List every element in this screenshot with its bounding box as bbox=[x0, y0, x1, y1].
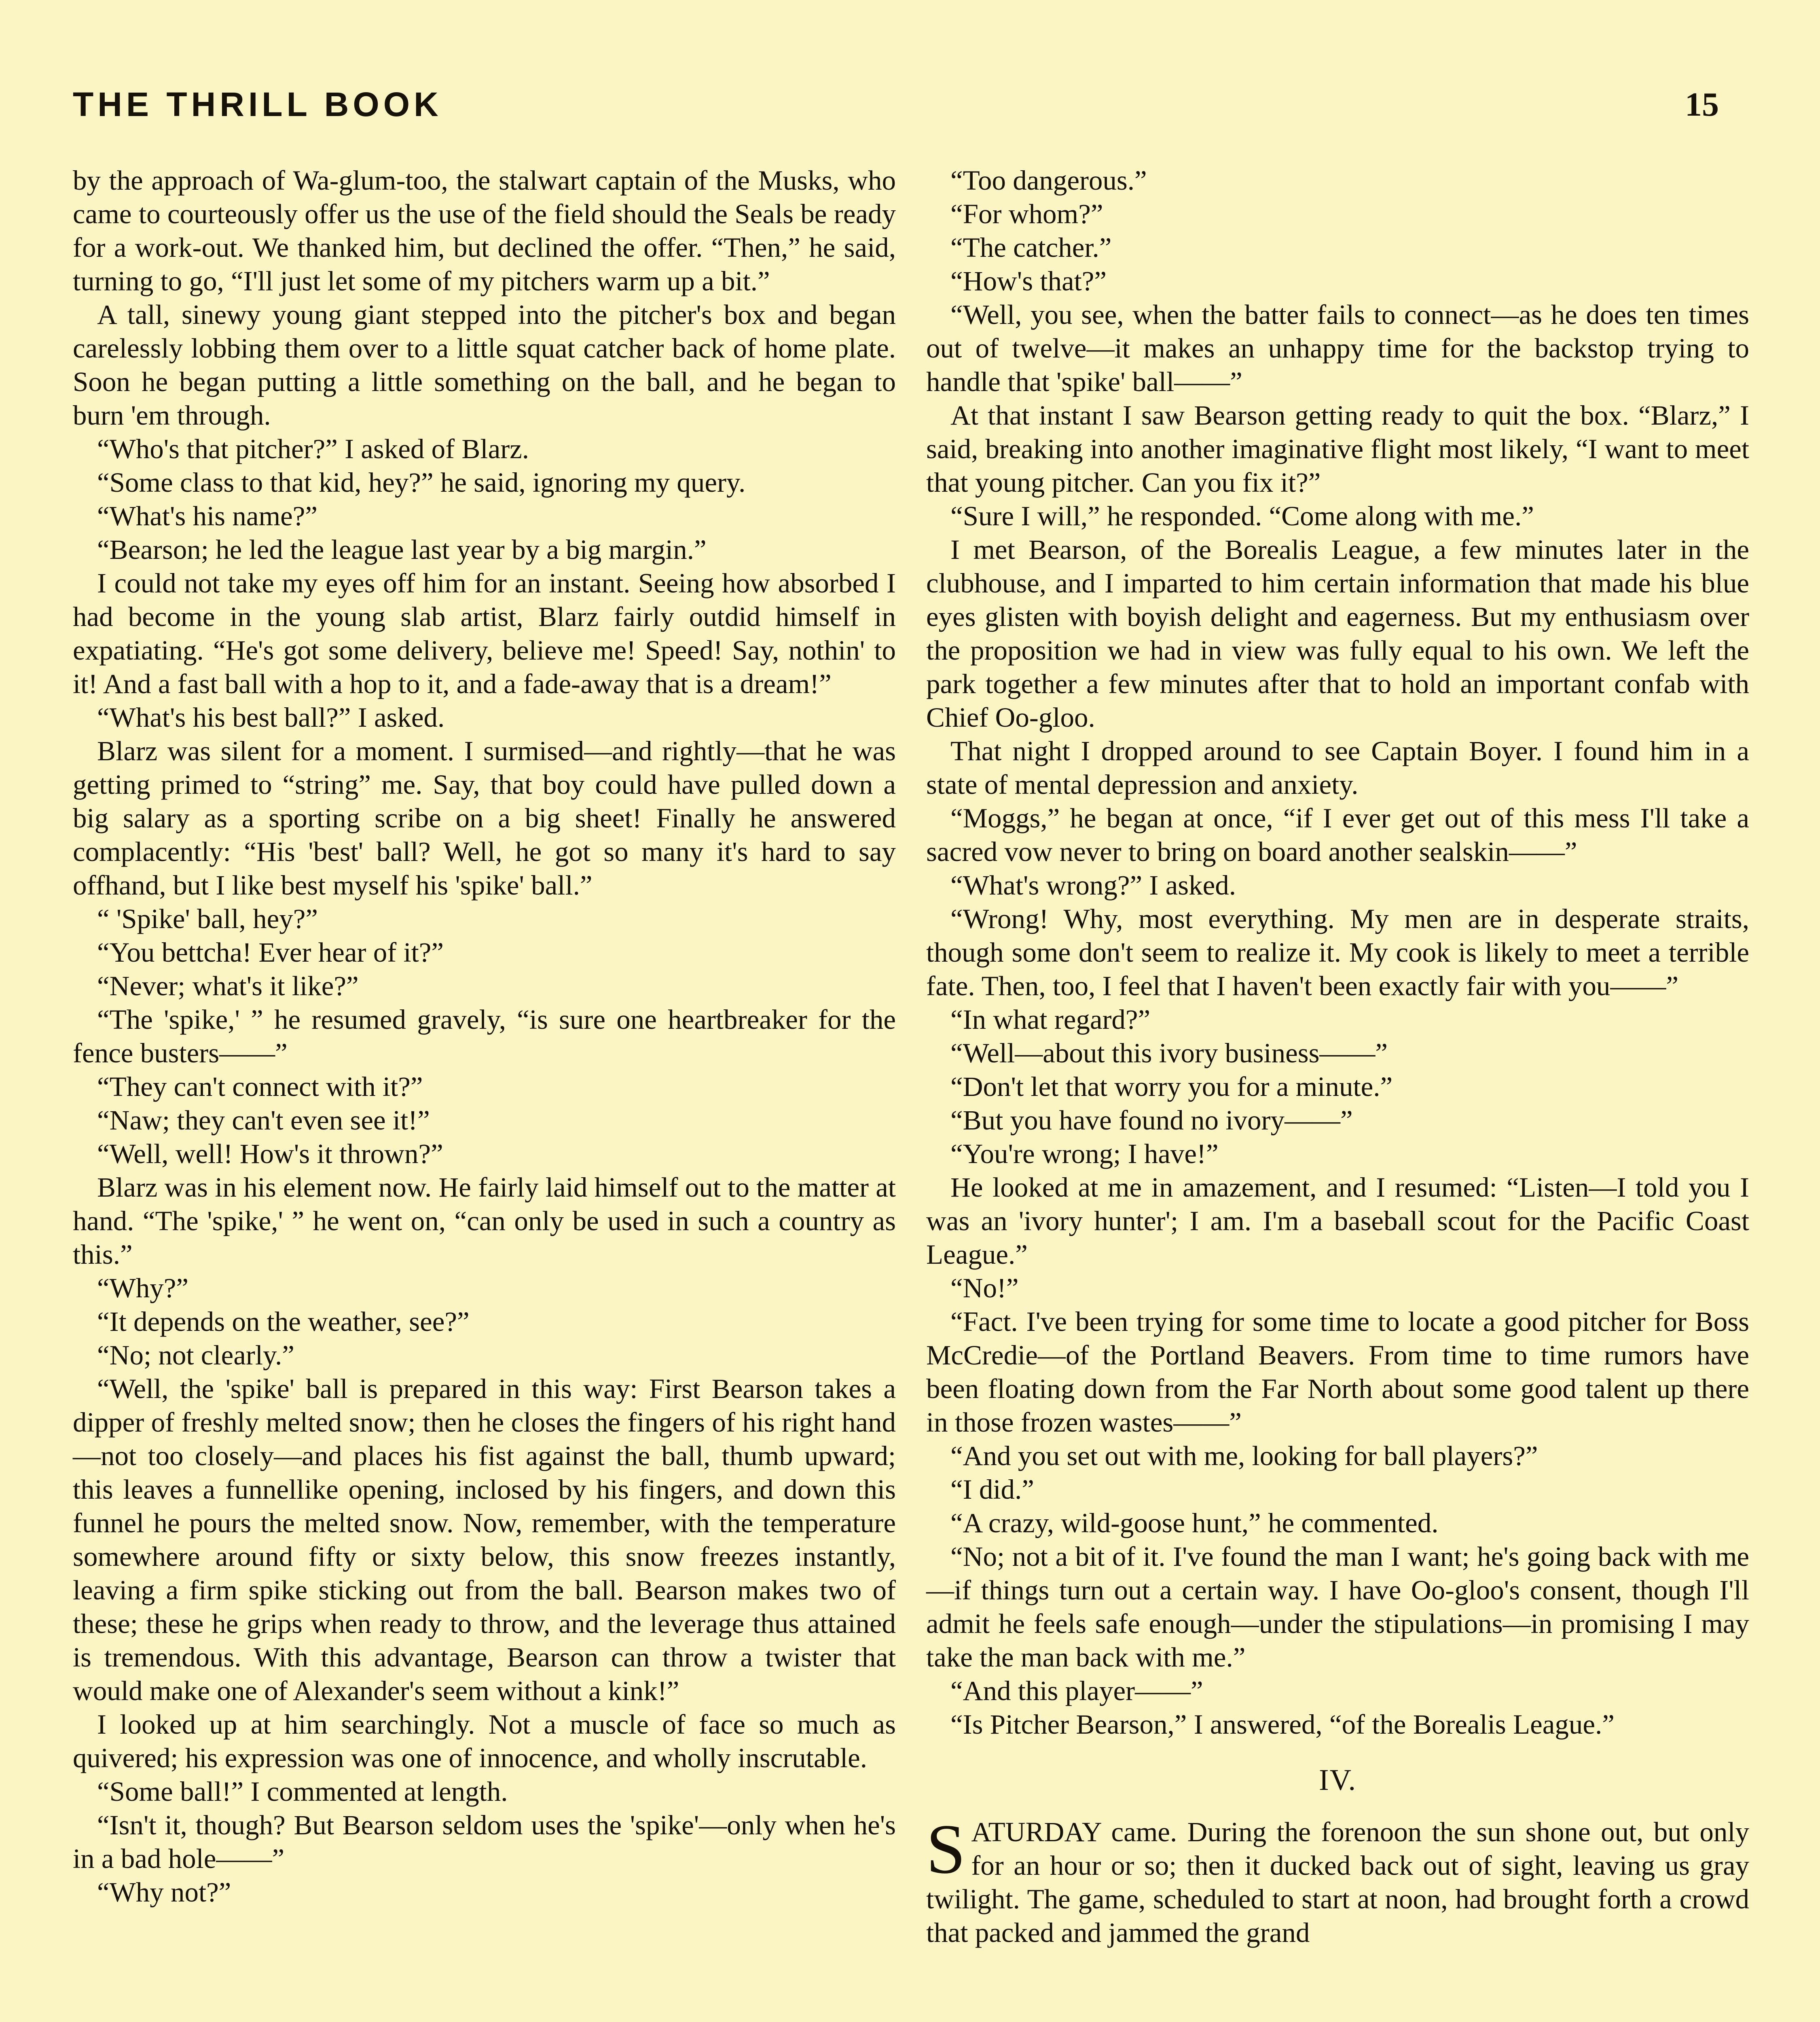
paragraph: “ 'Spike' ball, hey?” bbox=[97, 903, 318, 934]
paragraph: “And you set out with me, looking for ball players?” bbox=[950, 1440, 1538, 1471]
paragraph: “And this player——” bbox=[950, 1675, 1203, 1706]
paragraph: “Sure I will,” he responded. “Come along with me.” bbox=[950, 501, 1534, 531]
paragraph: “Some class to that kid, hey?” he said, ignoring my query. bbox=[97, 467, 746, 498]
paragraph: “Why?” bbox=[97, 1273, 189, 1303]
paragraph: by the approach of Wa-glum-too, the stalwart captain of the Musks, who came to courteously offer us the use of the field should the Seals be ready for a work-out. We thanked him, but declined the offer. “Then,” he said, turning to go, “I'll just let some of my pitchers warm up a bit.” bbox=[73, 165, 896, 296]
section-opening-paragraph bbox=[926, 1810, 1749, 1950]
paragraph: “No!” bbox=[950, 1273, 1019, 1303]
page-number: 15 bbox=[1685, 86, 1719, 123]
paragraph: “Never; what's it like?” bbox=[97, 971, 359, 1001]
paragraph: “Well, the 'spike' ball is prepared in this way: First Bearson takes a dipper of freshly melted snow; then he closes the fingers of his right hand—not too closely—and places his fist against the ball, thumb upward; this leaves a funnellike opening, inclosed by his fingers, and down this funnel he pours the melted snow. Now, remember, with the temperature somewhere around fifty or sixty below, this snow freezes instantly, leaving a firm spike sticking out from the ball. Bearson makes two of these; these he grips when ready to throw, and the leverage thus attained is tremendous. With this advantage, Bearson can throw a twister that would make one of Alexander's seem without a kink!” bbox=[73, 1373, 896, 1706]
paragraph: “Why not?” bbox=[97, 1877, 231, 1908]
paragraph: “Well, well! How's it thrown?” bbox=[97, 1138, 443, 1169]
paragraph: “How's that?” bbox=[950, 266, 1107, 296]
paragraph: I could not take my eyes off him for an instant. Seeing how absorbed I had become in the young slab artist, Blarz fairly outdid himself in expatiating. “He's got some delivery, believe me! Speed! Say, nothin' to it! And a fast ball with a hop to it, and a fade-away that is a dream!” bbox=[73, 568, 896, 699]
paragraph: I looked up at him searchingly. Not a muscle of face so much as quivered; his expression was one of innocence, and wholly inscrutable. bbox=[73, 1709, 896, 1773]
paragraph: “I did.” bbox=[950, 1474, 1034, 1505]
left-column bbox=[73, 164, 896, 1909]
paragraph: “Don't let that worry you for a minute.” bbox=[950, 1071, 1393, 1102]
paragraph: “The catcher.” bbox=[950, 232, 1112, 263]
paragraph: At that instant I saw Bearson getting ready to quit the box. “Blarz,” I said, breaking into another imaginative flight most likely, “I want to meet that young pitcher. Can you fix it?” bbox=[926, 400, 1749, 498]
paragraph: “For whom?” bbox=[950, 199, 1103, 229]
paragraph: “Well—about this ivory business——” bbox=[950, 1038, 1388, 1068]
paragraph: “A crazy, wild-goose hunt,” he commented. bbox=[950, 1508, 1439, 1538]
paragraph: Blarz was in his element now. He fairly laid himself out to the matter at hand. “The 'spike,' ” he went on, “can only be used in such a country as this.” bbox=[73, 1172, 896, 1270]
paragraph: I met Bearson, of the Borealis League, a few minutes later in the clubhouse, and I imparted to him certain information that made his blue eyes glisten with boyish delight and eagerness. But my enthusiasm over the proposition we had in view was fully equal to his own. We left the park together a few minutes after that to hold an important confab with Chief Oo-gloo. bbox=[926, 534, 1749, 733]
paragraph: “What's his best ball?” I asked. bbox=[97, 702, 445, 733]
paragraph: “What's his name?” bbox=[97, 501, 318, 531]
paragraph: “No; not clearly.” bbox=[97, 1340, 294, 1371]
paragraph: “It depends on the weather, see?” bbox=[97, 1306, 470, 1337]
paragraph: “Is Pitcher Bearson,” I answered, “of the Borealis League.” bbox=[950, 1709, 1615, 1740]
paragraph: “No; not a bit of it. I've found the man I want; he's going back with me—if things turn out a certain way. I have Oo-gloo's consent, though I'll admit he feels safe enough—under the stipulations—in promising I may take the man back with me.” bbox=[926, 1541, 1749, 1673]
right-column-paragraphs bbox=[926, 164, 1749, 1741]
paragraph: “Naw; they can't even see it!” bbox=[97, 1105, 430, 1136]
paragraph: “Fact. I've been trying for some time to locate a good pitcher for Boss McCredie—of the Portland Beavers. From time to time rumors have been floating down from the Far North about some good talent up there in those frozen wastes——” bbox=[926, 1306, 1749, 1438]
paragraph: “Who's that pitcher?” I asked of Blarz. bbox=[97, 434, 529, 464]
magazine-title: THE THRILL BOOK bbox=[73, 85, 442, 123]
paragraph: “What's wrong?” I asked. bbox=[950, 870, 1236, 901]
paragraph: “Too dangerous.” bbox=[950, 165, 1147, 196]
paragraph: “Some ball!” I commented at length. bbox=[97, 1776, 508, 1807]
paragraph: “You bettcha! Ever hear of it?” bbox=[97, 937, 444, 968]
paragraph: Blarz was silent for a moment. I surmised—and rightly—that he was getting primed to “string” me. Say, that boy could have pulled down a big salary as a sporting scribe on a big sheet! Finally he answered complacently: “His 'best' ball? Well, he got so many it's hard to say offhand, but I like best myself his 'spike' ball.” bbox=[73, 736, 896, 901]
paragraph: A tall, sinewy young giant stepped into the pitcher's box and began carelessly lobbing them over to a little squat catcher back of home plate. Soon he began putting a little something on the ball, and he began to burn 'em through. bbox=[73, 299, 896, 431]
paragraph: “Well, you see, when the batter fails to connect—as he does ten times out of twelve—it makes an unhappy time for the backstop trying to handle that 'spike' ball——” bbox=[926, 299, 1749, 397]
section-heading: IV. bbox=[1318, 1764, 1357, 1797]
paragraph: “But you have found no ivory——” bbox=[950, 1105, 1353, 1136]
section-opening-text: ATURDAY came. During the forenoon the sun shone out, but only for an hour or so; then it ducked back out of sight, leaving us gray twilight. The game, scheduled to start at noon, had brought forth a crowd that packed and jammed the grand bbox=[926, 1817, 1749, 1948]
right-column bbox=[926, 164, 1749, 1950]
paragraph: “Wrong! Why, most everything. My men are in desperate straits, though some don't seem to realize it. My cook is likely to meet a terrible fate. Then, too, I feel that I haven't been exactly fair with you——” bbox=[926, 903, 1749, 1001]
paragraph: “Bearson; he led the league last year by a big margin.” bbox=[97, 534, 707, 565]
paragraph: “Isn't it, though? But Bearson seldom uses the 'spike'—only when he's in a bad hole——” bbox=[73, 1810, 896, 1874]
paragraph: “They can't connect with it?” bbox=[97, 1071, 423, 1102]
paragraph: That night I dropped around to see Captain Boyer. I found him in a state of mental depression and anxiety. bbox=[926, 736, 1749, 800]
paragraph: He looked at me in amazement, and I resumed: “Listen—I told you I was an 'ivory hunter'; I am. I'm a baseball scout for the Pacific Coast League.” bbox=[926, 1172, 1749, 1270]
paragraph: “You're wrong; I have!” bbox=[950, 1138, 1219, 1169]
running-header bbox=[73, 85, 1719, 133]
paragraph: “The 'spike,' ” he resumed gravely, “is sure one heartbreaker for the fence busters——” bbox=[73, 1004, 896, 1068]
paragraph: “In what regard?” bbox=[950, 1004, 1151, 1035]
paragraph: “Moggs,” he began at once, “if I ever get out of this mess I'll take a sacred vow never to bring on board another sealskin——” bbox=[926, 803, 1749, 867]
drop-cap: S bbox=[926, 1810, 966, 1888]
